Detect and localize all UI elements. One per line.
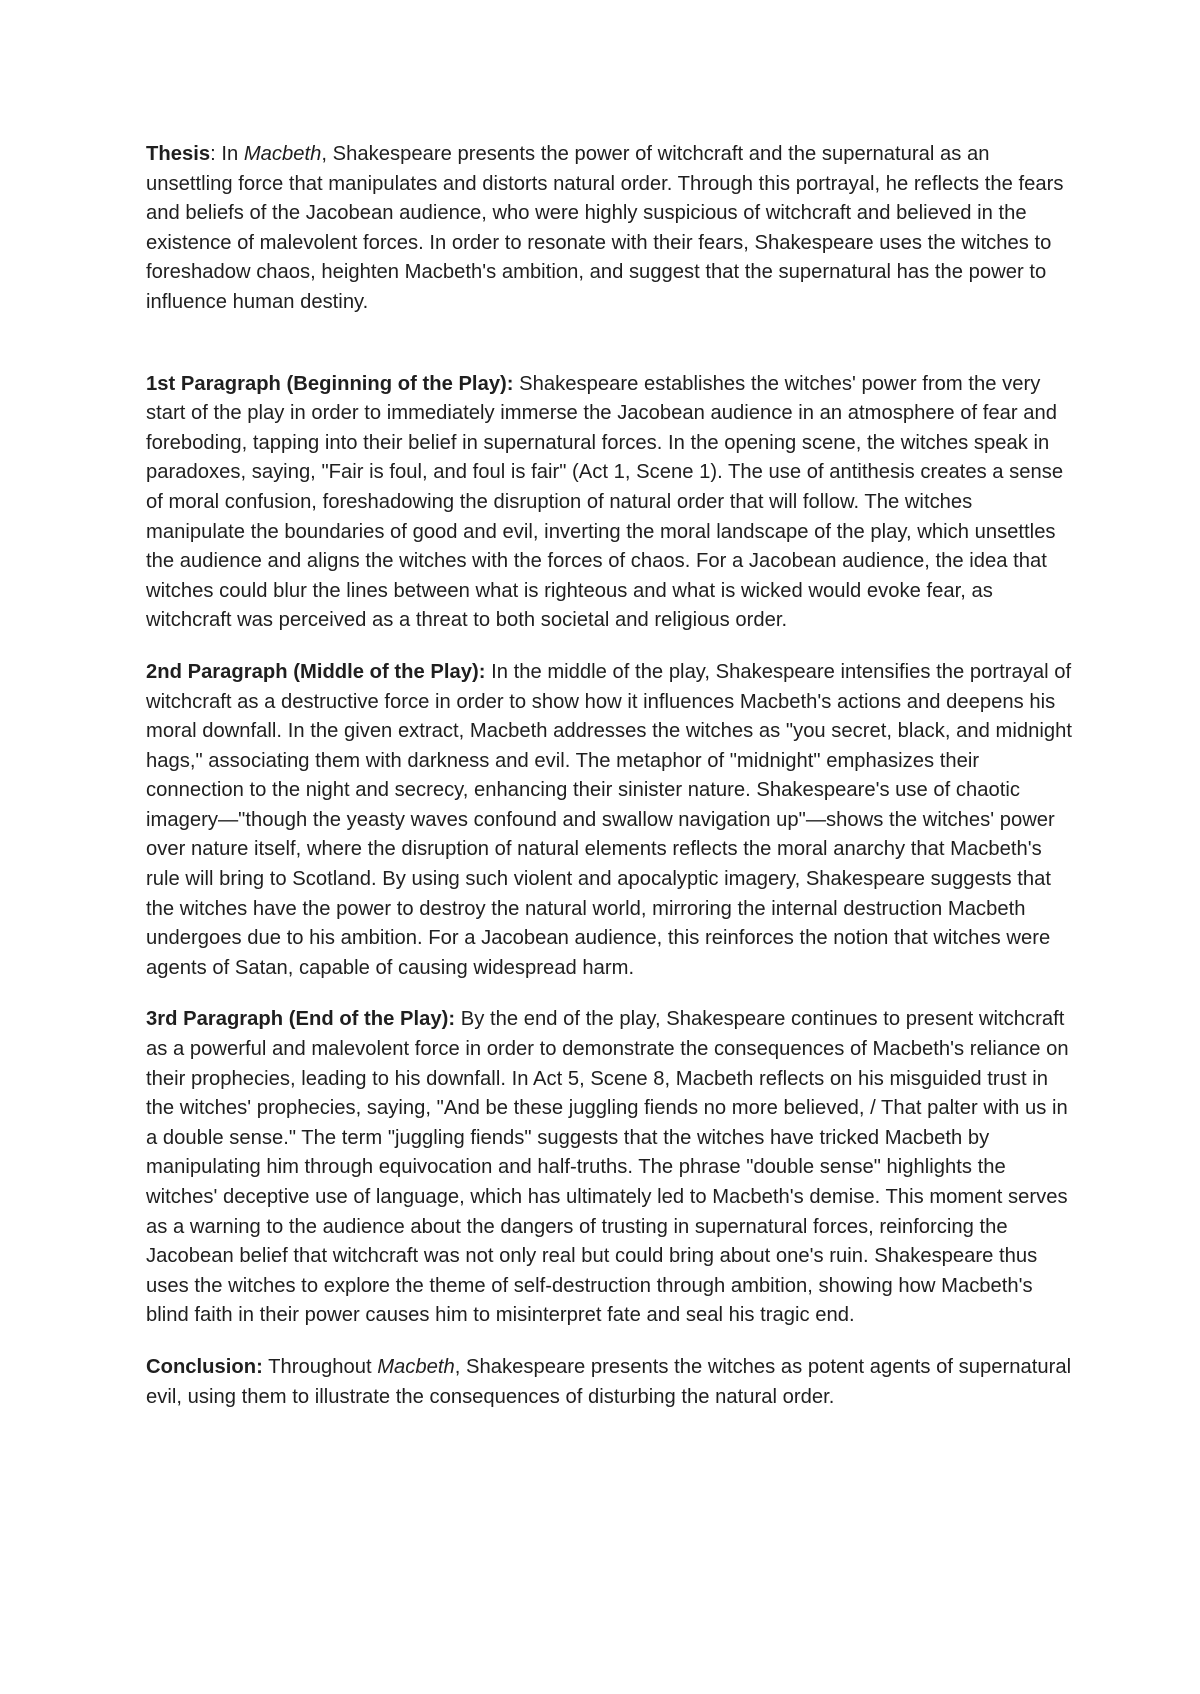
conclusion-pre: Throughout <box>262 1355 378 1378</box>
thesis-text: , Shakespeare presents the power of witchcraft and the supernatural as an unsettling force that manipulates and distorts natural order. Through this portrayal, he reflects the fears and beliefs of the Jacobean audience, who were highly suspicious of witchcraft and believed in the existence of malevolent forces. In order to resonate with their fears, Shakespeare uses the witches to foreshadow chaos, heighten Macbeth's ambition, and suggest that the supernatural has the power to influence human destiny. <box>146 143 1064 313</box>
conclusion-paragraph <box>146 1353 1076 1412</box>
paragraph-2 <box>146 658 1076 984</box>
conclusion-label: Conclusion: <box>146 1355 263 1378</box>
spacer <box>146 636 1076 658</box>
conclusion-play-title: Macbeth <box>377 1355 455 1378</box>
spacer <box>146 1331 1076 1353</box>
paragraph-2-label: 2nd Paragraph (Middle of the Play): <box>146 660 486 683</box>
paragraph-3-text: By the end of the play, Shakespeare continues to present witchcraft as a powerful and malevolent force in order to demonstrate the consequences of Macbeth's reliance on their prophecies, leading to his downfall. In Act 5, Scene 8, Macbeth reflects on his misguided trust in the witches' prophecies, saying, "And be these juggling fiends no more believed, / That palter with us in a double sense." The term "juggling fiends" suggests that the witches have tricked Macbeth by manipulating him through equivocation and half-truths. The phrase "double sense" highlights the witches' deceptive use of language, which has ultimately led to Macbeth's demise. This moment serves as a warning to the audience about the dangers of trusting in supernatural forces, reinforcing the Jacobean belief that witchcraft was not only real but could bring about one's ruin. Shakespeare thus uses the witches to explore the theme of self-destruction through ambition, showing how Macbeth's blind faith in their power causes him to misinterpret fate and seal his tragic end. <box>146 1008 1069 1327</box>
spacer <box>146 318 1076 370</box>
paragraph-1-label: 1st Paragraph (Beginning of the Play): <box>146 372 514 395</box>
paragraph-1 <box>146 370 1076 636</box>
thesis-play-title: Macbeth <box>243 143 322 165</box>
thesis-paragraph <box>146 140 1076 318</box>
spacer <box>146 983 1076 1005</box>
thesis-pre: : In <box>210 143 244 165</box>
paragraph-1-text: Shakespeare establishes the witches' power from the very start of the play in order to immediately immerse the Jacobean audience in an atmosphere of fear and foreboding, tapping into their belief in supernatural forces. In the opening scene, the witches speak in paradoxes, saying, "Fair is foul, and foul is fair" (Act 1, Scene 1). The use of antithesis creates a sense of moral confusion, foreshadowing the disruption of natural order that will follow. The witches manipulate the boundaries of good and evil, inverting the moral landscape of the play, which unsettles the audience and aligns the witches with the forces of chaos. For a Jacobean audience, the idea that witches could blur the lines between what is righteous and what is wicked would evoke fear, as witchcraft was perceived as a threat to both societal and religious order. <box>146 372 1064 632</box>
paragraph-2-text: In the middle of the play, Shakespeare intensifies the portrayal of witchcraft as a destructive force in order to show how it influences Macbeth's actions and deepens his moral downfall. In the given extract, Macbeth addresses the witches as "you secret, black, and midnight hags," associating them with darkness and evil. The metaphor of "midnight" emphasizes their connection to the night and secrecy, enhancing their sinister nature. Shakespeare's use of chaotic imagery—"though the yeasty waves confound and swallow navigation up"—shows the witches' power over nature itself, where the disruption of natural elements reflects the moral anarchy that Macbeth's rule will bring to Scotland. By using such violent and apocalyptic imagery, Shakespeare suggests that the witches have the power to destroy the natural world, mirroring the internal destruction Macbeth undergoes due to his ambition. For a Jacobean audience, this reinforces the notion that witches were agents of Satan, capable of causing widespread harm. <box>146 660 1072 979</box>
thesis-label: Thesis <box>146 143 211 165</box>
paragraph-3-label: 3rd Paragraph (End of the Play): <box>146 1008 456 1031</box>
paragraph-3 <box>146 1005 1076 1331</box>
document-page <box>146 140 1076 1412</box>
conclusion-text: , Shakespeare presents the witches as potent agents of supernatural evil, using them to illustrate the consequences of disturbing the natural order. <box>146 1355 1072 1408</box>
